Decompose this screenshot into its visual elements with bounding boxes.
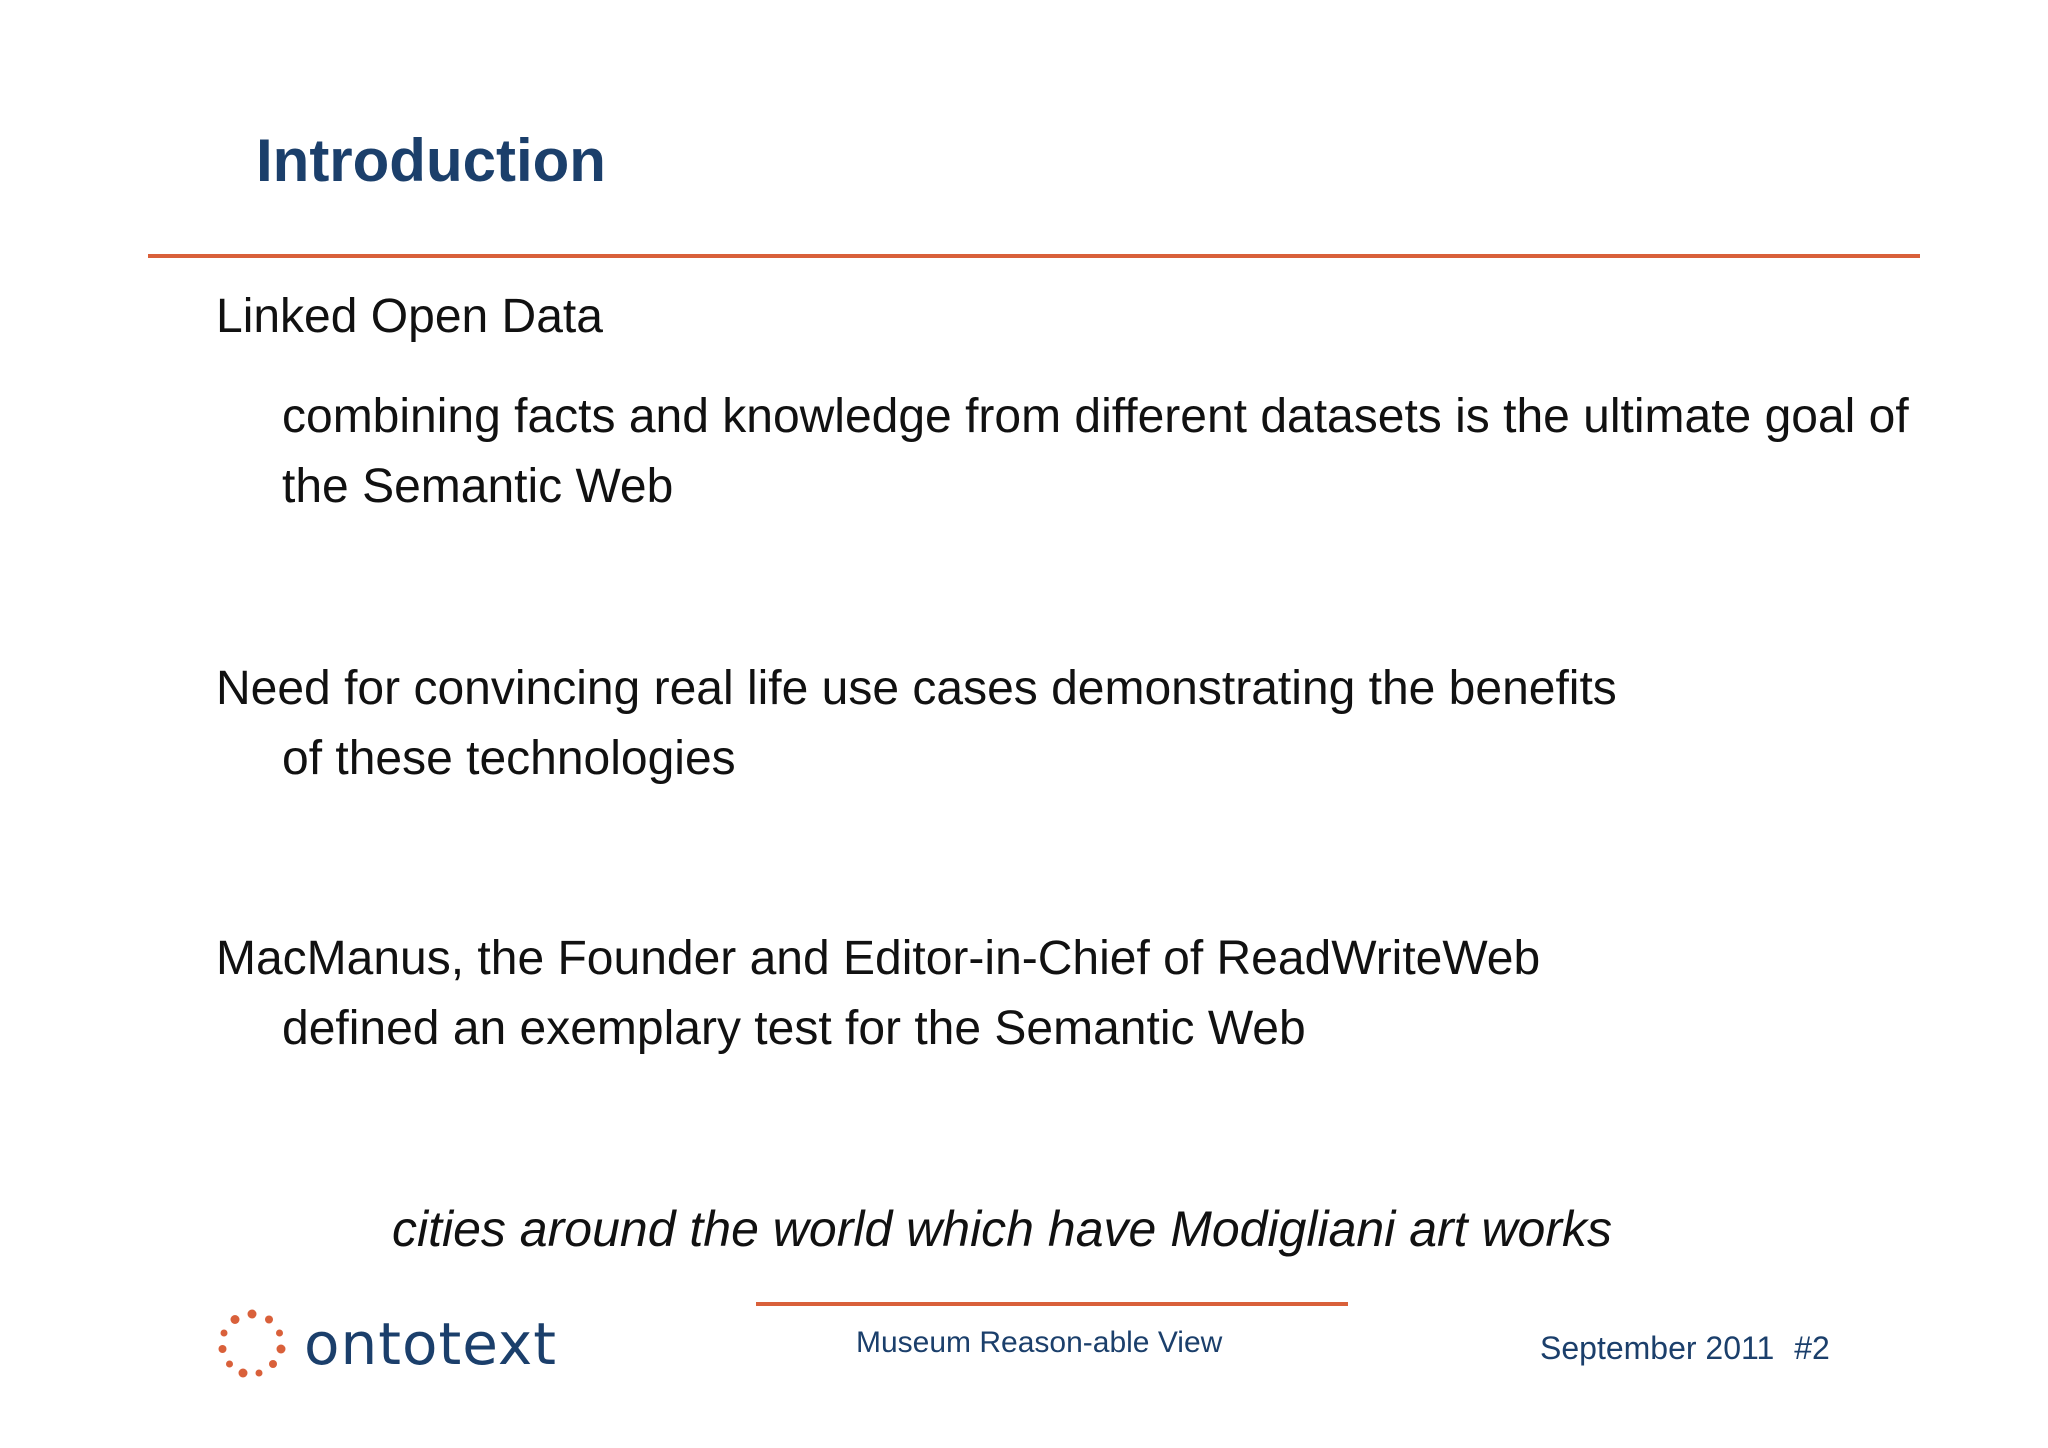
point-1-subtext: combining facts and knowledge from different datasets is the ultimate goal of the Semantic Web — [282, 390, 1909, 513]
point-3 — [216, 924, 1876, 1064]
point-2-line-1: Need for convincing real life use cases demonstrating the benefits — [216, 662, 1617, 715]
ontotext-dotted-circle-icon — [216, 1308, 288, 1380]
point-2-line-2: of these technologies — [282, 732, 736, 785]
ontotext-logo — [216, 1306, 557, 1382]
footer-date-page — [1540, 1330, 1830, 1367]
example-query-quote: cities around the world which have Modigliani art works — [392, 1201, 1613, 1257]
footer-presentation-title: Museum Reason-able View — [856, 1326, 1223, 1359]
point-3-line-1: MacManus, the Founder and Editor-in-Chief of ReadWriteWeb — [216, 932, 1541, 985]
point-1-heading: Linked Open Data — [216, 290, 603, 343]
point-2 — [216, 654, 1876, 794]
footer-divider — [756, 1302, 1348, 1306]
slide-title: Introduction — [256, 127, 606, 194]
footer-date: September 2011 — [1540, 1330, 1775, 1366]
point-3-line-2: defined an exemplary test for the Semantic Web — [282, 1002, 1306, 1055]
page-number: #2 — [1794, 1330, 1830, 1366]
logo-wordmark: ontotext — [304, 1310, 557, 1378]
title-divider — [148, 254, 1920, 258]
